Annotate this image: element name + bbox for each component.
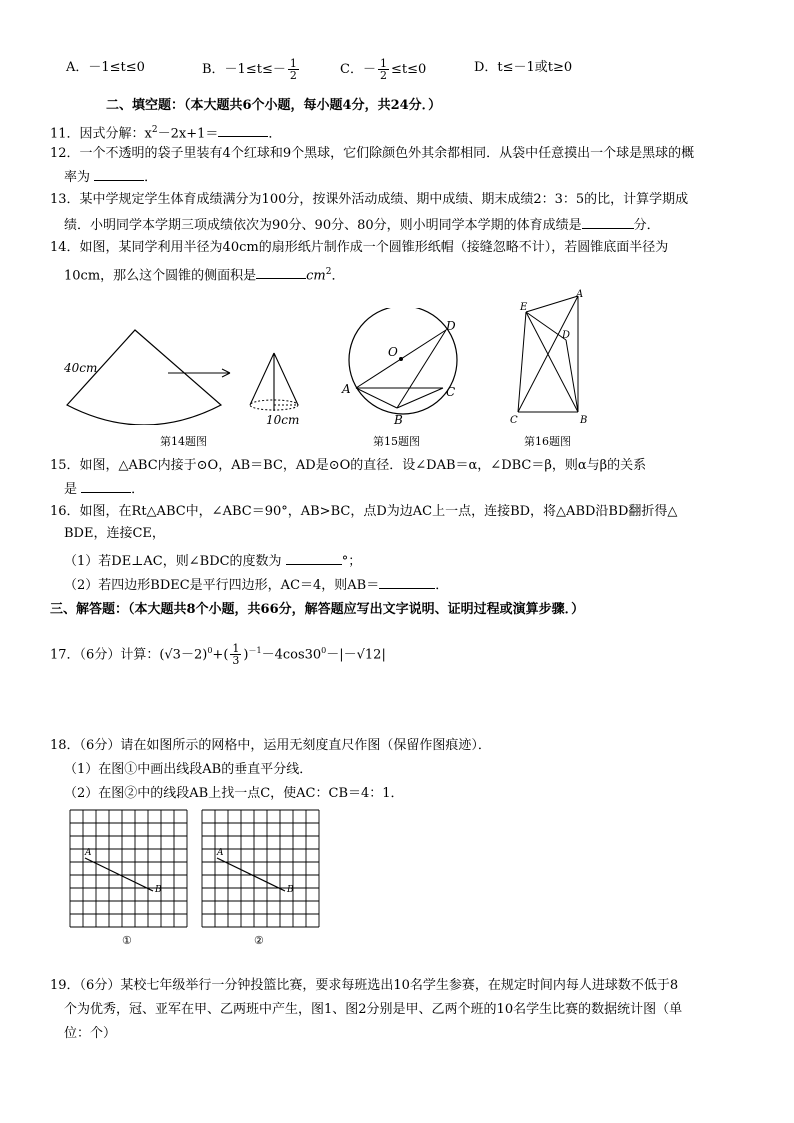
grid-2[interactable] (200, 808, 320, 932)
answer-blank[interactable] (582, 214, 634, 229)
svg-text:B: B (394, 413, 403, 427)
svg-text:O: O (388, 345, 398, 359)
sector-shape (67, 330, 221, 425)
grid-1-label: ① (122, 934, 132, 947)
fig14-radius-label: 40cm (64, 361, 98, 375)
q19-line1: 19．（6分）某校七年级举行一分钟投篮比赛，要求每班选出10名学生参赛，在规定时间内每人进球数不低于8 (50, 978, 679, 993)
fig16-caption: 第16题图 (524, 435, 571, 448)
svg-text:B: B (287, 885, 294, 895)
q16-line2: BDE，连接CE， (64, 526, 165, 541)
q16-line1: 16．如图，在Rt△ABC中，∠ABC＝90°，AB>BC，点D为边AC上一点，连接BD，将△ABD沿BD翻折得△ (50, 504, 678, 519)
fig14-caption: 第14题图 (160, 435, 207, 448)
q16-sub2: （2）若四边形BDEC是平行四边形，AC＝4，则AB＝ ． (64, 574, 448, 596)
svg-text:C: C (446, 385, 456, 399)
grid-2-label: ② (254, 934, 264, 947)
answer-blank[interactable] (94, 166, 144, 181)
q19-line2: 个为优秀，冠、亚军在甲、乙两班中产生，图1、图2分别是甲、乙两个班的10名学生比赛的数据统计图（单 (64, 1002, 683, 1017)
center-point (399, 357, 403, 361)
q13-line1: 13．某中学规定学生体育成绩满分为100分，按课外活动成绩、期中成绩、期末成绩2：3：5的比，计算学期成 (50, 192, 689, 207)
q15-line1: 15．如图，△ABC内接于⊙O，AB＝BC，AD是⊙O的直径．设∠DAB＝α，∠DBC＝β，则α与β的关系 (50, 458, 647, 473)
q16-sub1: （1）若DE⊥AC，则∠BDC的度数为 °； (64, 550, 361, 572)
svg-text:A: A (576, 289, 584, 300)
answer-blank[interactable] (286, 550, 342, 565)
svg-text:D: D (446, 319, 456, 333)
q17-term-a: (√3－2) (159, 647, 208, 663)
grid-1[interactable] (68, 808, 188, 932)
cone-sides (250, 353, 298, 411)
fig16-diagram (506, 288, 602, 430)
q10-option-c: C．－ $\frac{1}{2}$ ≤t≤0 (340, 57, 427, 82)
q10-option-b: B．－1≤t≤－ $\frac{1}{2}$ (202, 57, 297, 82)
q12-line1: 12．一个不透明的袋子里装有4个红球和9个黑球，它们除颜色外其余都相同．从袋中任意摸出一个球是黑球的概 (50, 146, 695, 161)
svg-text:C: C (510, 415, 518, 426)
svg-text:B: B (580, 415, 588, 426)
q13-line2: 绩．小明同学本学期三项成绩依次为90分、90分、80分，则小明同学本学期的体育成绩是 分． (64, 214, 660, 236)
fig15-caption: 第15题图 (373, 435, 420, 448)
fig14-diagram (60, 325, 310, 425)
q17: 17．（6分）计算：$(√3-2)^0+$( $\frac{1}{3}$ )$^{-1}-4\cos 30^0-|-√12|$ (50, 642, 386, 668)
segment-ab (217, 858, 285, 891)
answer-blank[interactable] (218, 122, 268, 137)
q18-sub1: （1）在图①中画出线段AB的垂直平分线． (64, 762, 313, 777)
q14-line2: 10cm，那么这个圆锥的侧面积是 $cm^2$． (64, 262, 345, 286)
section3-title: 三、解答题：（本大题共8个小题，共66分，解答题应写出文字说明、证明过程或演算步骤．） (50, 602, 585, 617)
answer-blank[interactable] (379, 574, 435, 589)
fig15-diagram (340, 308, 470, 430)
svg-text:A: A (85, 848, 92, 858)
q10-option-d: D．t≤－1或t≥0 (474, 60, 573, 75)
svg-text:D: D (562, 330, 571, 341)
q18-sub2: （2）在图②中的线段AB上找一点C，使AC：CB＝4：1． (64, 786, 404, 801)
q14-line1: 14．如图，某同学利用半径为40cm的扇形纸片制作成一个圆锥形纸帽（接缝忽略不计），若圆锥底面半径为 (50, 240, 669, 255)
svg-text:A: A (342, 382, 351, 396)
section2-title: 二、填空题：（本大题共6个小题，每小题4分，共24分．） (106, 98, 442, 113)
q19-line3: 位：个） (64, 1026, 117, 1041)
segment-ab (85, 858, 153, 891)
q12-line2: 率为 ． (64, 166, 157, 188)
svg-text:A: A (217, 848, 224, 858)
q15-line2: 是 ． (64, 478, 144, 500)
q10-option-a: A．－1≤t≤0 (66, 60, 145, 75)
answer-blank[interactable] (256, 264, 306, 279)
fig14-base-label: 10cm (266, 413, 300, 425)
answer-blank[interactable] (81, 478, 131, 493)
q18-line1: 18．（6分）请在如图所示的网格中，运用无刻度直尺作图（保留作图痕迹）． (50, 738, 491, 753)
q11: 11．因式分解：$x^2-2x+1=$ ． (50, 120, 281, 144)
svg-text:B: B (155, 885, 162, 895)
svg-text:E: E (520, 302, 528, 313)
